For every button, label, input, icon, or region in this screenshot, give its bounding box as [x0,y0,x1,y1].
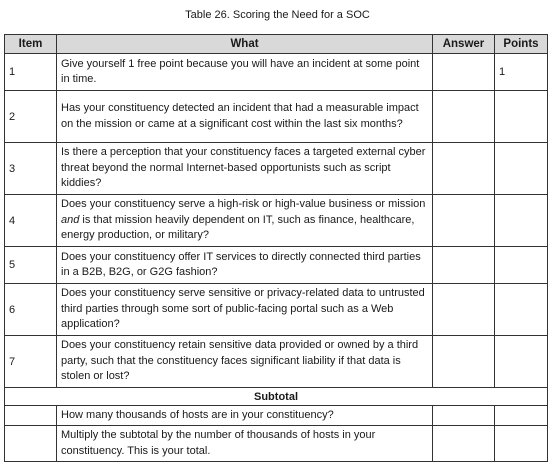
row-question: Is there a perception that your constituency faces a targeted external cyber threat beyond the normal Internet-based opportunists such as script kiddies? [57,143,433,195]
hosts-answer-cell[interactable] [433,406,495,426]
row-question: Does your constituency retain sensitive data provided or owned by a third party, such that the constituency faces significant liability if that data is stolen or lost? [57,336,433,388]
hosts-question: How many thousands of hosts are in your constituency? [57,406,433,426]
table-row [5,195,548,247]
row-points-cell[interactable] [495,195,548,247]
total-answer-cell[interactable] [433,426,495,462]
table-row [5,336,548,388]
row-item-number: 5 [5,247,57,284]
row-question-text-end: is that mission heavily dependent on IT, such as finance, healthcare, energy production, or military? [61,213,415,242]
total-points-cell[interactable] [495,426,548,462]
header-item: Item [5,35,57,54]
row-item-number: 1 [5,54,57,91]
row-item-number: 3 [5,143,57,195]
total-item-cell [5,426,57,462]
row-item-number: 4 [5,195,57,247]
table-caption: Table 26. Scoring the Need for a SOC [185,9,370,21]
table-row [5,91,548,143]
total-row [5,426,548,462]
header-points: Points [495,35,548,54]
row-answer-cell[interactable] [433,284,495,336]
table-row [5,247,548,284]
header-answer: Answer [433,35,495,54]
hosts-item-cell [5,406,57,426]
row-answer-cell[interactable] [433,91,495,143]
row-points-cell[interactable] [495,336,548,388]
row-item-number: 7 [5,336,57,388]
row-points-cell[interactable]: 1 [495,54,548,91]
row-question [57,195,433,247]
row-answer-cell[interactable] [433,54,495,91]
row-item-number: 6 [5,284,57,336]
row-answer-cell[interactable] [433,143,495,195]
header-what: What [57,35,433,54]
row-question-text-start: Does your constituency serve a high-risk or high-value business or mission [61,198,426,211]
row-answer-cell[interactable] [433,336,495,388]
row-answer-cell[interactable] [433,247,495,284]
table-row [5,54,548,91]
row-answer-cell[interactable] [433,195,495,247]
table-header-row [5,35,548,54]
total-instruction: Multiply the subtotal by the number of thousands of hosts in your constituency. This is your total. [57,426,433,462]
row-item-number: 2 [5,91,57,143]
row-points-cell[interactable] [495,91,548,143]
row-question: Does your constituency serve sensitive or privacy-related data to untrusted third parties through some sort of public-facing portal such as a Web application? [57,284,433,336]
table-row [5,284,548,336]
row-points-cell[interactable] [495,284,548,336]
row-question-emphasis: and [61,213,80,226]
hosts-points-cell[interactable] [495,406,548,426]
row-question: Has your constituency detected an incident that had a measurable impact on the mission or came at a significant cost within the last six months? [57,91,433,143]
table-row [5,143,548,195]
row-question: Does your constituency offer IT services to directly connected third parties in a B2B, B2G, or G2G fashion? [57,247,433,284]
row-points-cell[interactable] [495,247,548,284]
row-question: Give yourself 1 free point because you will have an incident at some point in time. [57,54,433,91]
soc-scoring-table [4,34,548,462]
subtotal-label: Subtotal [5,388,548,406]
hosts-row [5,406,548,426]
row-points-cell[interactable] [495,143,548,195]
subtotal-row [5,388,548,406]
